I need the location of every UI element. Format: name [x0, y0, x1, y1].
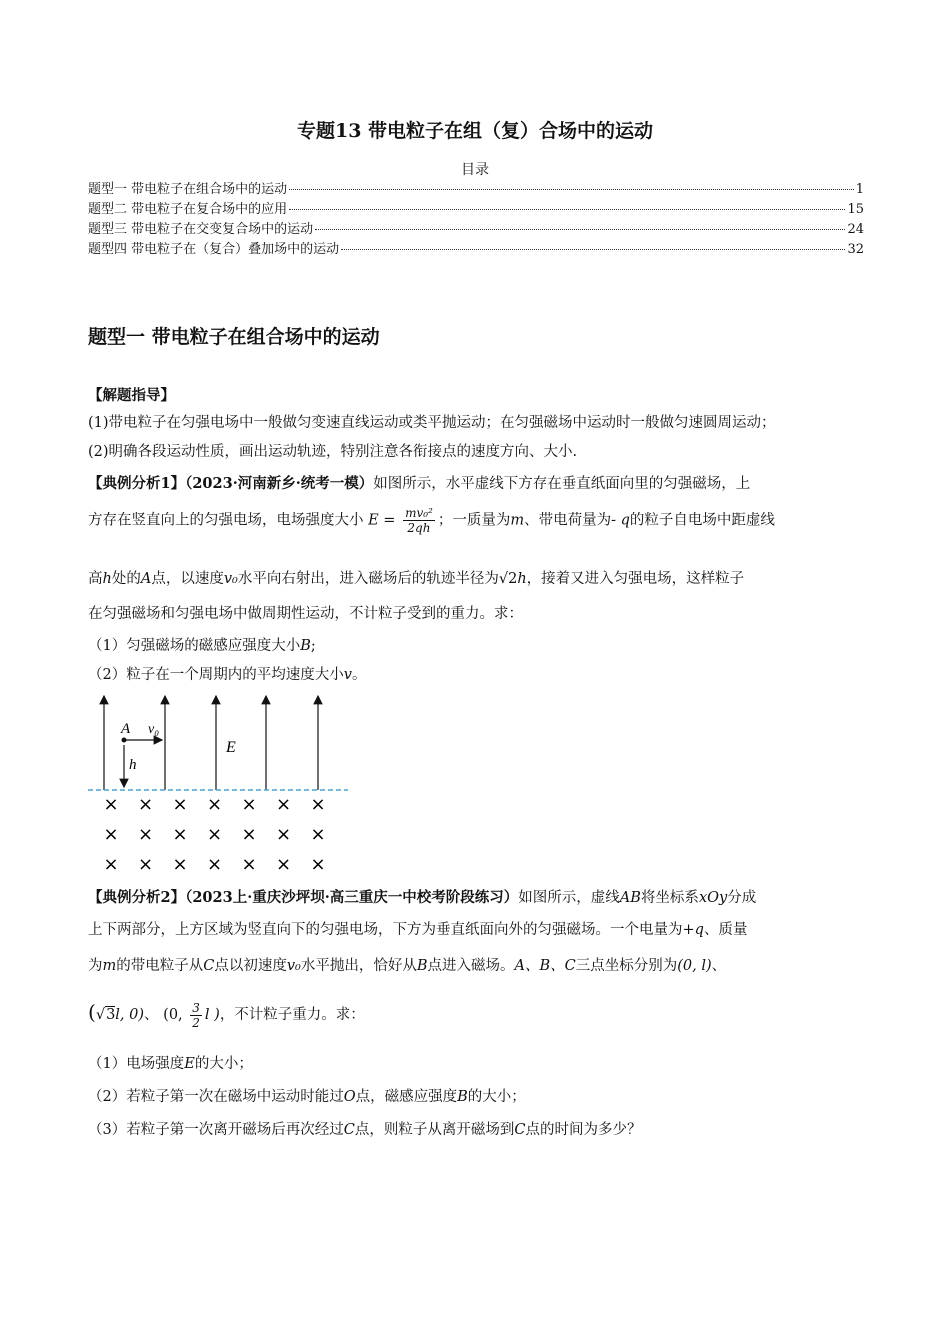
var-v0: v₀	[286, 958, 301, 974]
toc-heading: 目录	[461, 162, 489, 178]
text: 方存在竖直向上的匀强电场，电场强度大小	[88, 512, 364, 529]
example2-label: 【典例分析2】	[88, 889, 186, 906]
example2-line-3	[88, 954, 726, 975]
var-charge: - q	[611, 512, 630, 529]
toc-item-label: 题型三 带电粒子在交变复合场中的运动	[88, 222, 314, 237]
var-B: B	[300, 638, 311, 654]
var-v: v	[343, 667, 352, 683]
var-plus-q: +q	[682, 922, 704, 938]
text: 、	[144, 1007, 159, 1023]
var-m: m	[510, 512, 525, 529]
var-A: A	[140, 571, 152, 587]
toc-leader	[289, 209, 845, 210]
text: 为	[88, 958, 103, 974]
var-B: B	[416, 958, 428, 974]
cross-mark: ×	[137, 794, 154, 815]
paren: (	[88, 1000, 96, 1024]
cross-mark: ×	[241, 824, 257, 845]
table-of-contents	[88, 178, 864, 258]
var-O: O	[343, 1089, 356, 1105]
example1-line-1	[88, 472, 750, 493]
guide-line-1: (1)带电粒子在匀强电场中一般做匀变速直线运动或类平抛运动；在匀强磁场中运动时一般做匀速圆周运动；	[88, 415, 776, 431]
guide-line-2: (2)明确各段运动性质，画出运动轨迹，特别注意各衔接点的速度方向、大小.	[88, 444, 578, 460]
text: 水平抛出，恰好从	[300, 958, 417, 974]
text: 点，以速度	[151, 571, 224, 587]
text: 、	[711, 958, 727, 974]
cross-mark: ×	[275, 794, 292, 815]
toc-item-label: 题型一 带电粒子在组合场中的运动	[88, 182, 288, 197]
toc-item-page: 15	[847, 202, 864, 217]
var-xOy: xOy	[698, 890, 728, 906]
var-C: C	[514, 1122, 526, 1138]
example1-question-1	[88, 634, 316, 655]
var-AB: AB	[619, 890, 641, 906]
text: 分成	[727, 890, 757, 906]
toc-item[interactable]	[88, 218, 864, 238]
coord-A: (0, l)	[677, 958, 712, 974]
var-h: h	[517, 571, 527, 587]
cross-mark: ×	[275, 824, 292, 845]
toc-leader	[315, 229, 845, 230]
var-C: C	[343, 1122, 355, 1138]
denominator: 2	[192, 1015, 200, 1030]
example2-question-1	[88, 1052, 253, 1073]
var-m: m	[102, 958, 117, 974]
example1-source: （2023·河南新乡·统考一模）	[185, 475, 374, 492]
var-B: B	[457, 1089, 468, 1105]
text: 的粒子自电场中距虚线	[629, 512, 775, 529]
text: 处的	[111, 571, 141, 587]
toc-item-page: 1	[855, 182, 864, 197]
cross-mark: ×	[275, 854, 292, 875]
text: 点进入磁场。	[427, 958, 515, 974]
text: 高	[88, 571, 103, 587]
example1-line-2	[88, 506, 775, 535]
text: 的带电粒子从	[116, 958, 204, 974]
text: 点以初速度	[214, 958, 287, 974]
example2-line-1	[88, 886, 756, 907]
page-title: 专题13 带电粒子在组（复）合场中的运动	[296, 120, 654, 142]
section-heading: 题型一 带电粒子在组合场中的运动	[88, 326, 380, 348]
text: 点，磁感应强度	[355, 1089, 458, 1105]
label-A: A	[121, 721, 131, 737]
example2-question-3	[88, 1118, 641, 1139]
cross-mark: ×	[137, 824, 154, 845]
text: （2）粒子在一个周期内的平均速度大小	[88, 667, 344, 683]
example1-line-3	[88, 567, 744, 588]
text: （1）匀强磁场的磁感应强度大小	[88, 638, 301, 654]
text: 。	[351, 667, 367, 683]
toc-item-page: 32	[847, 242, 864, 257]
text: 点的时间为多少？	[525, 1122, 642, 1138]
text: 、带电荷量为	[524, 512, 612, 529]
var-ABC: A、B、C	[514, 958, 576, 974]
text: （3）若粒子第一次离开磁场后再次经过	[88, 1122, 344, 1138]
cross-mark: ×	[206, 854, 223, 875]
coord-C-open: (0,	[163, 1007, 183, 1023]
example1-label: 【典例分析1】	[88, 475, 186, 492]
toc-item[interactable]	[88, 198, 864, 218]
example2-line-4: (√3l, 0)、 (0, $\frac{3}{2}$ l )，不计粒子重力。求：	[88, 1000, 365, 1030]
example2-source: （2023上·重庆沙坪坝·高三重庆一中校考阶段练习）	[185, 889, 519, 906]
sqrt-3: 3	[106, 1007, 116, 1023]
cross-mark: ×	[241, 854, 257, 875]
formula-E: E =	[368, 512, 396, 529]
toc-item[interactable]	[88, 238, 864, 258]
toc-item-page: 24	[847, 222, 864, 237]
cross-mark: ×	[103, 794, 119, 815]
guide-label: 【解题指导】	[88, 387, 175, 404]
example1-question-2	[88, 663, 366, 684]
coord-C-close: l )	[204, 1007, 220, 1023]
toc-leader	[289, 189, 854, 190]
numerator: 3	[192, 1000, 200, 1015]
cross-mark: ×	[310, 794, 326, 815]
text: 的大小；	[467, 1089, 526, 1105]
var-E: E	[184, 1056, 195, 1072]
text: ，接着又进入匀强电场，这样粒子	[526, 571, 745, 587]
cross-mark: ×	[310, 824, 326, 845]
var-v0: v₀	[223, 571, 238, 587]
text: 三点坐标分别为	[575, 958, 678, 974]
text: 将坐标系	[640, 890, 699, 906]
cross-mark: ×	[172, 854, 188, 875]
magnetic-field-crosses	[103, 794, 325, 875]
example2-line-2	[88, 918, 747, 939]
toc-item-label: 题型四 带电粒子在（复合）叠加场中的运动	[88, 242, 340, 257]
formula-fraction	[403, 506, 435, 535]
text: （1）电场强度	[88, 1056, 185, 1072]
numerator: mv₀²	[405, 506, 433, 520]
toc-leader	[341, 249, 845, 250]
cross-mark: ×	[206, 824, 223, 845]
text: 如图所示，水平虚线下方存在垂直纸面向里的匀强磁场，上	[373, 476, 751, 492]
cross-mark: ×	[103, 854, 119, 875]
cross-mark: ×	[241, 794, 257, 815]
cross-mark: ×	[172, 824, 188, 845]
coord-C-fraction	[190, 1001, 202, 1030]
coord-B: l, 0)	[115, 1007, 145, 1023]
label-h: h	[129, 757, 137, 773]
cross-mark: ×	[172, 794, 188, 815]
text: 水平向右射出，进入磁场后的轨迹半径为	[237, 571, 499, 587]
text: ，不计粒子重力。求：	[219, 1007, 365, 1023]
var-sqrt2: √2	[498, 571, 518, 587]
cross-mark: ×	[103, 824, 119, 845]
text: 点，则粒子从离开磁场到	[354, 1122, 515, 1138]
label-E: E	[226, 739, 236, 756]
cross-mark: ×	[310, 854, 326, 875]
text: （2）若粒子第一次在磁场中运动时能过	[88, 1089, 344, 1105]
toc-item-label: 题型二 带电粒子在复合场中的应用	[88, 202, 288, 217]
cross-mark: ×	[206, 794, 223, 815]
toc-item[interactable]	[88, 178, 864, 198]
var-C: C	[203, 958, 215, 974]
text: ；一质量为	[437, 512, 511, 529]
field-diagram	[86, 690, 351, 880]
example2-question-2	[88, 1085, 526, 1106]
example1-line-4: 在匀强磁场和匀强电场中做周期性运动，不计粒子受到的重力。求：	[88, 606, 523, 622]
text: 、质量	[703, 922, 748, 938]
text: 上下两部分，上方区域为竖直向下的匀强电场，下方为垂直纸面向外的匀强磁场。一个电量为	[88, 922, 683, 938]
text: 的大小；	[194, 1056, 253, 1072]
label-v0: v₀	[148, 722, 160, 737]
text: 如图所示，虚线	[518, 890, 620, 906]
text: ;	[310, 638, 316, 654]
denominator: 2qh	[407, 521, 431, 535]
cross-mark: ×	[137, 854, 154, 875]
var-h: h	[102, 571, 112, 587]
